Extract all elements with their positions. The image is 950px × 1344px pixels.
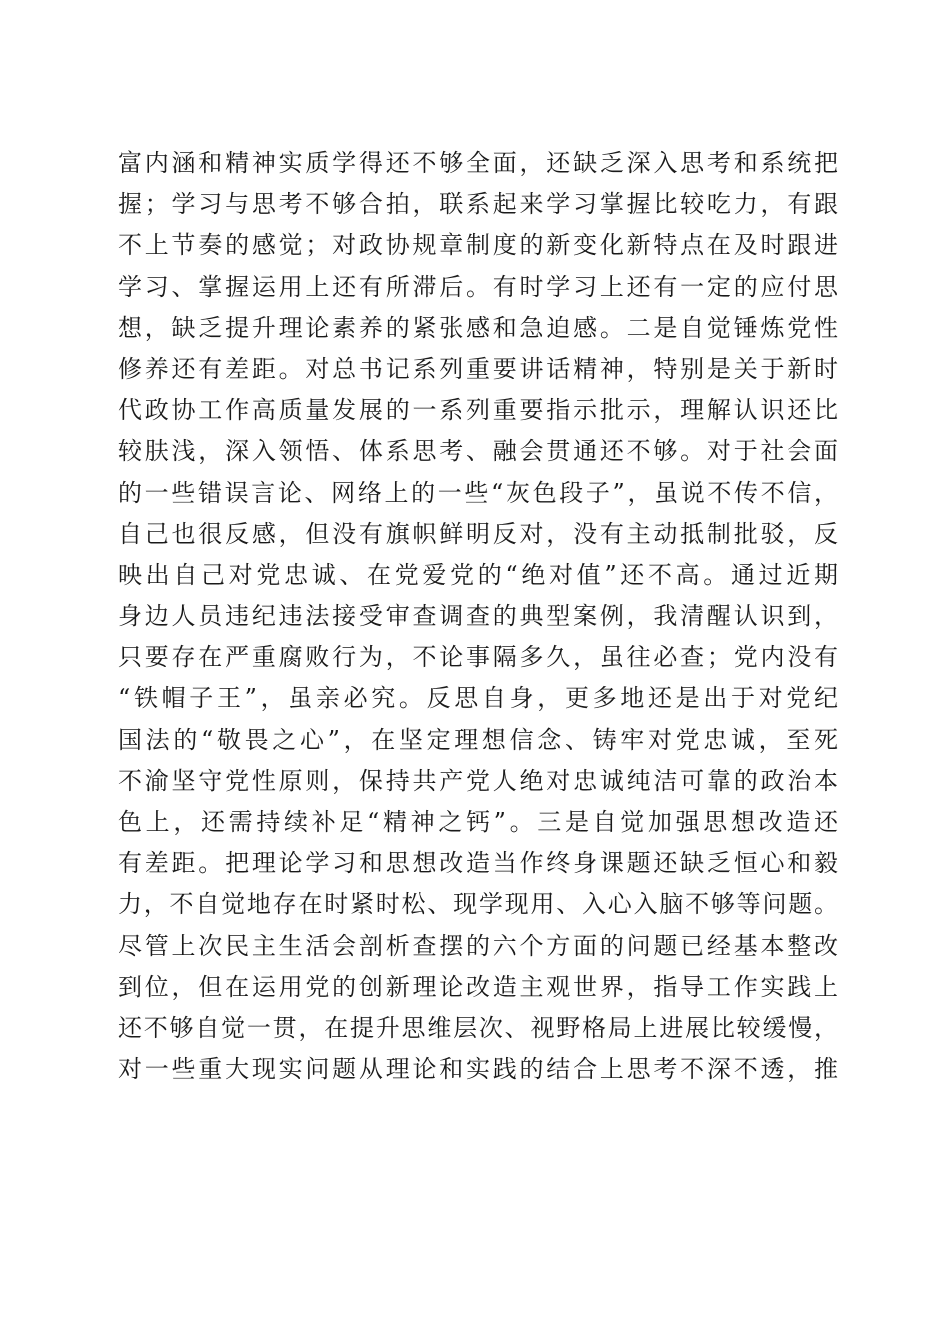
- text-line: 想，缺乏提升理论素养的紧张感和急迫感。二是自觉锤炼党性: [118, 313, 838, 342]
- text-line: 身边人员违纪违法接受审查调查的典型案例，我清醒认识到，: [118, 602, 838, 631]
- text-line: 的一些错误言论、网络上的一些“灰色段子”，虽说不传不信，: [118, 478, 838, 507]
- text-line: 尽管上次民主生活会剖析查摆的六个方面的问题已经基本整改: [118, 931, 838, 960]
- text-line: 学习、掌握运用上还有所滞后。有时学习上还有一定的应付思: [118, 272, 838, 301]
- text-line: 握；学习与思考不够合拍，联系起来学习掌握比较吃力，有跟: [118, 190, 838, 219]
- text-line: 代政协工作高质量发展的一系列重要指示批示，理解认识还比: [118, 396, 838, 425]
- text-line: 映出自己对党忠诚、在党爱党的“绝对值”还不高。通过近期: [118, 560, 838, 589]
- text-line: 不上节奏的感觉；对政协规章制度的新变化新特点在及时跟进: [118, 231, 838, 260]
- text-line: 修养还有差距。对总书记系列重要讲话精神，特别是关于新时: [118, 354, 838, 383]
- text-line: “铁帽子王”，虽亲必究。反思自身，更多地还是出于对党纪: [118, 684, 838, 713]
- text-line: 国法的“敬畏之心”，在坚定理想信念、铸牢对党忠诚，至死: [118, 725, 838, 754]
- text-line: 色上，还需持续补足“精神之钙”。三是自觉加强思想改造还: [118, 808, 838, 836]
- text-line: 只要存在严重腐败行为，不论事隔多久，虽往必查；党内没有: [118, 643, 838, 672]
- text-line: 自己也很反感，但没有旗帜鲜明反对，没有主动抵制批驳，反: [118, 519, 838, 548]
- text-line: 对一些重大现实问题从理论和实践的结合上思考不深不透，推: [118, 1055, 838, 1084]
- text-line: 到位，但在运用党的创新理论改造主观世界，指导工作实践上: [118, 972, 838, 1001]
- text-line: 有差距。把理论学习和思想改造当作终身课题还缺乏恒心和毅: [118, 849, 838, 878]
- text-line: 力，不自觉地存在时紧时松、现学现用、入心入脑不够等问题。: [118, 890, 838, 919]
- body-paragraph: [118, 143, 838, 1090]
- text-line: 富内涵和精神实质学得还不够全面，还缺乏深入思考和系统把: [118, 149, 838, 177]
- text-line: 较肤浅，深入领悟、体系思考、融会贯通还不够。对于社会面: [118, 437, 838, 466]
- text-line: 不渝坚守党性原则，保持共产党人绝对忠诚纯洁可靠的政治本: [118, 766, 838, 795]
- text-line: 还不够自觉一贯，在提升思维层次、视野格局上进展比较缓慢，: [118, 1013, 838, 1042]
